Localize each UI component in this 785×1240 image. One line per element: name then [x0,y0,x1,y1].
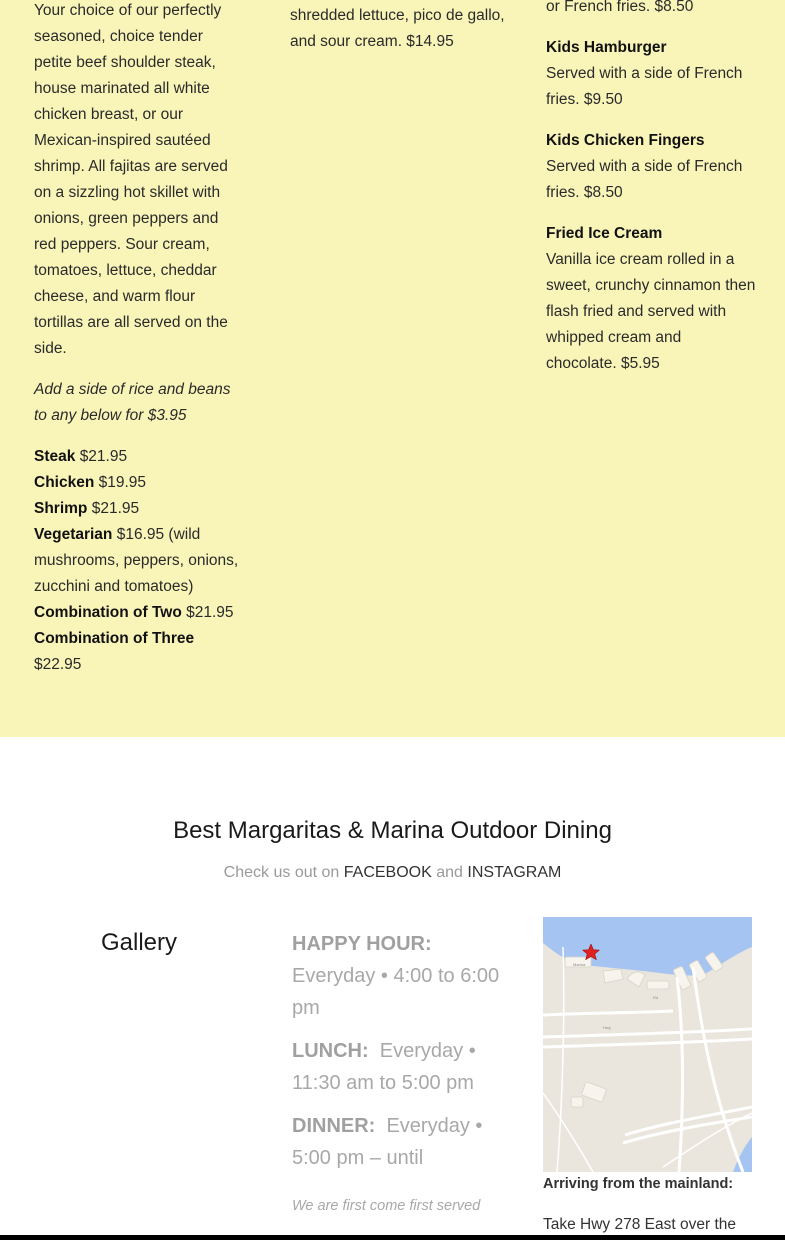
fajitas-options [34,444,244,678]
fajita-option-combo-three: Combination of Three $22.95 [34,630,195,673]
map-graphic [543,917,752,1172]
fajita-option-chicken: Chicken $19.95 [34,474,147,491]
menu-item-kids-hamburger [546,35,756,113]
instagram-link[interactable]: INSTAGRAM [467,864,562,881]
social-links: Check us out on FACEBOOK and INSTAGRAM [223,864,562,881]
hours-dinner: DINNER: Everyday • 5:00 pm – until [292,1115,483,1169]
directions-text: Take Hwy 278 East over the [543,1216,736,1233]
svg-text:Rd: Rd [653,995,659,1000]
menu-item-description: Served with a side of French fries. $8.50 [546,158,743,201]
menu-item-title: Kids Chicken Fingers [546,132,705,149]
fajita-option-combo-two: Combination of Two $21.95 [34,604,234,621]
menu-item-description: Served with a side of French fries. $9.50 [546,65,743,108]
fajita-option-steak: Steak $21.95 [34,448,128,465]
fajitas-side-note: Add a side of rice and beans to any below for $3.95 [34,381,231,424]
svg-text:Marina: Marina [573,962,586,967]
right-column [546,0,756,392]
menu-item-fried-ice-cream [546,221,756,377]
menu-item-description: Vanilla ice cream rolled in a sweet, crunchy cinnamon then flash fried and served with whipped cream and chocolate. $5.95 [546,251,756,372]
hours-happy-hour: HAPPY HOUR: Everyday • 4:00 to 6:00 pm [292,933,500,1019]
directions-title: Arriving from the mainland: [543,1176,734,1192]
location-map[interactable] [543,917,752,1172]
menu-item-title: Fried Ice Cream [546,225,663,242]
footer-bar [0,1235,785,1240]
fajitas-column [34,0,244,678]
fajitas-description: Your choice of our perfectly seasoned, choice tender petite beef shoulder steak, house marinated all white chicken breast, or our Mexican-inspired sautéed shrimp. All fajitas are served on a sizzling hot skillet with onions, green peppers and red peppers. Sour cream, tomatoes, lettuce, cheddar cheese, and warm flour tortillas are all served on the side. [34,2,228,357]
section-title: Best Margaritas & Marina Outdoor Dining [173,817,612,844]
middle-column [290,3,505,70]
menu-item-kids-chicken-fingers [546,128,756,206]
fajita-option-vegetarian: Vegetarian $16.95 (wild mushrooms, peppers, onions, zucchini and tomatoes) [34,526,239,595]
fajita-option-shrimp: Shrimp $21.95 [34,500,140,517]
menu-item-description: shredded lettuce, pico de gallo, and sour cream. $14.95 [290,7,505,50]
menu-item-title: Kids Hamburger [546,39,667,56]
svg-text:Hwy: Hwy [603,1025,611,1030]
facebook-link[interactable]: FACEBOOK [343,864,432,881]
menu-item-description: or French fries. $8.50 [546,0,694,15]
opening-hours [292,928,510,1222]
hours-note: We are first come first served [292,1198,481,1214]
hours-lunch: LUNCH: Everyday • 11:30 am to 5:00 pm [292,1040,476,1094]
gallery-heading: Gallery [101,929,178,956]
